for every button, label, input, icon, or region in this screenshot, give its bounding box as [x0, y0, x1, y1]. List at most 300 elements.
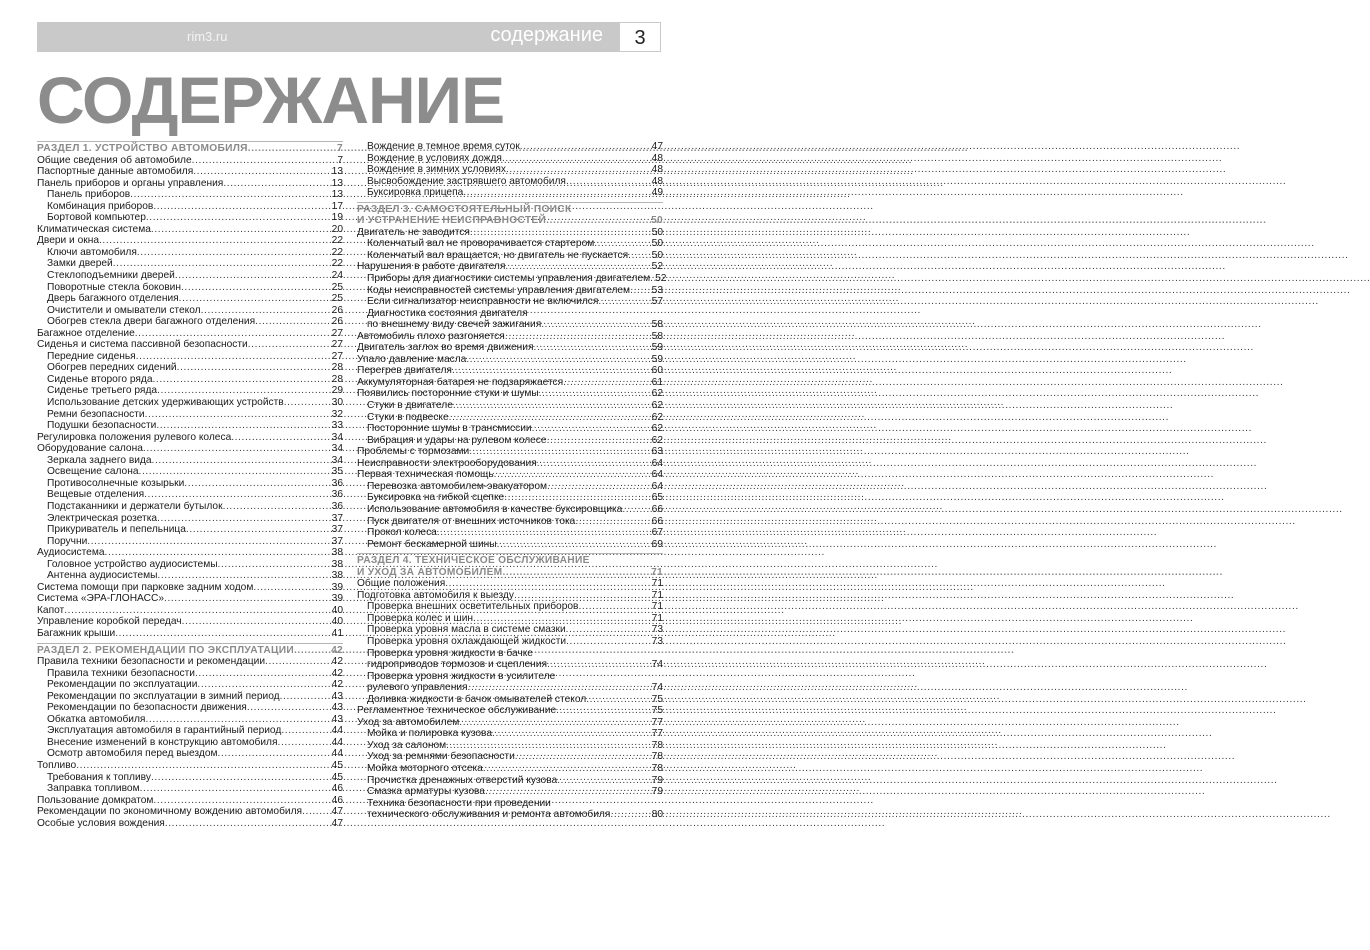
- toc-entry-title: рулевого управления: [367, 682, 468, 694]
- toc-subentry: [357, 775, 663, 787]
- dot-leader: [140, 783, 331, 795]
- toc-entry-title: Двигатель заглох во время движения: [357, 342, 534, 354]
- toc-subentry: [37, 212, 343, 224]
- toc-section-heading: [357, 553, 663, 567]
- toc-subentry: [357, 671, 663, 683]
- toc-subentry: [37, 725, 343, 737]
- toc-subentry: [37, 247, 343, 259]
- toc-subentry: [357, 250, 663, 262]
- toc-entry: [37, 760, 343, 772]
- toc-page-number: 22: [331, 258, 343, 270]
- toc-page-number: 59: [651, 342, 663, 354]
- toc-page-number: 62: [651, 388, 663, 400]
- dot-leader: [515, 751, 651, 763]
- toc-page-number: 27: [331, 327, 343, 339]
- toc-subentry: [37, 258, 343, 270]
- toc-page-number: 42: [331, 644, 343, 656]
- toc-entry-title: Осмотр автомобиля перед выездом: [47, 748, 218, 760]
- toc-subentry: [37, 668, 343, 680]
- toc-entry-title: Сиденья и система пассивной безопасности: [37, 339, 248, 351]
- toc-section-heading: [37, 643, 343, 657]
- dot-leader: [469, 446, 650, 458]
- toc-subentry: [37, 478, 343, 490]
- toc-entry: [37, 605, 343, 617]
- toc-entry-title: Нарушения в работе двигателя: [357, 261, 506, 273]
- dot-leader: [156, 420, 330, 432]
- toc-subentry: [37, 691, 343, 703]
- toc-subentry: [37, 489, 343, 501]
- toc-page-number: 43: [331, 713, 343, 725]
- toc-entry-title: Заправка топливом: [47, 783, 140, 795]
- toc-entry-title: Диагностика состояния двигателя: [367, 307, 528, 319]
- toc-page-number: 26: [331, 316, 343, 328]
- toc-subentry: [357, 601, 663, 613]
- dot-leader: [265, 656, 331, 668]
- toc-page-number: 62: [651, 411, 663, 423]
- dot-leader: [505, 331, 651, 343]
- toc-entry-title: Дверь багажного отделения: [47, 293, 179, 305]
- toc-entry-title: Багажное отделение: [37, 327, 135, 339]
- toc-subentry: [357, 694, 663, 706]
- toc-subentry: [357, 308, 663, 320]
- toc-page-number: 36: [331, 489, 343, 501]
- toc-entry-title: Передние сиденья: [47, 350, 136, 362]
- toc-entry-title: Прикуриватель и пепельница: [47, 524, 186, 536]
- toc-subentry: [357, 516, 663, 528]
- toc-page-number: 73: [651, 635, 663, 647]
- toc-entry-title: Аккумуляторная батарея не подзаряжается: [357, 376, 564, 388]
- toc-page-number: 48: [651, 175, 663, 187]
- toc-subentry: [357, 648, 663, 660]
- dot-leader: [473, 613, 651, 625]
- dot-leader: [165, 818, 331, 830]
- dot-leader: [253, 582, 330, 594]
- toc-entry-title: Аудиосистема: [37, 547, 105, 559]
- toc-entry-title: Коды неисправностей системы управления двигателем: [367, 284, 631, 296]
- toc-page-number: 40: [331, 604, 343, 616]
- toc-entry-title: Система помощи при парковке задним ходом: [37, 581, 254, 593]
- toc-page-number: 13: [331, 166, 343, 178]
- toc-page-number: 33: [331, 420, 343, 432]
- toc-entry-title: Буксировка на гибкой сцепке: [367, 492, 505, 504]
- toc-page-number: 42: [331, 667, 343, 679]
- toc-entry-title: Подготовка автомобиля к выезду: [357, 589, 514, 601]
- toc-entry: [357, 365, 663, 377]
- dot-leader: [139, 466, 331, 478]
- dot-leader: [483, 763, 651, 775]
- toc-entry-title: Головное устройство аудиосистемы: [47, 558, 218, 570]
- dot-leader: [586, 694, 650, 706]
- toc-page-number: 41: [331, 627, 343, 639]
- toc-page-number: 71: [651, 578, 663, 590]
- dot-leader: [628, 250, 650, 262]
- toc-entry-title: Поворотные стекла боковин: [47, 281, 181, 293]
- toc-page-number: 30: [331, 397, 343, 409]
- toc-subentry: [37, 420, 343, 432]
- toc-page-number: 73: [651, 624, 663, 636]
- dot-leader: [145, 409, 331, 421]
- dot-leader: [630, 285, 651, 297]
- toc-entry-title: Мойка и полировка кузова: [367, 728, 493, 740]
- toc-entry-title: Общие сведения об автомобиле: [37, 154, 192, 166]
- toc-page-number: 26: [331, 304, 343, 316]
- dot-leader: [105, 547, 331, 559]
- toc-entry: [37, 656, 343, 668]
- toc-subentry: [37, 702, 343, 714]
- dot-leader: [192, 155, 337, 167]
- toc-page-number: 46: [331, 794, 343, 806]
- dot-leader: [153, 795, 330, 807]
- toc-entry: [37, 155, 343, 167]
- toc-entry-title: Бортовой компьютер: [47, 212, 146, 224]
- toc-page-number: 66: [651, 503, 663, 515]
- toc-page-number: 58: [651, 319, 663, 331]
- toc-entry-title: Регламентное техническое обслуживание: [357, 705, 557, 717]
- toc-subentry: [37, 201, 343, 213]
- toc-entry-title: Обогрев передних сидений: [47, 362, 177, 374]
- dot-leader: [284, 397, 331, 409]
- dot-leader: [492, 728, 651, 740]
- toc-page-number: 69: [651, 538, 663, 550]
- toc-entry-title: Управление коробкой передач: [37, 616, 182, 628]
- toc-entry: [357, 705, 663, 717]
- toc-page-number: 71: [651, 601, 663, 613]
- toc-subentry: [357, 492, 663, 504]
- dot-leader: [157, 570, 330, 582]
- toc-entry-title: Двери и окна: [37, 235, 99, 247]
- dot-leader: [539, 388, 651, 400]
- dot-leader: [143, 443, 331, 455]
- dot-leader: [157, 385, 331, 397]
- dot-leader: [563, 377, 651, 389]
- toc-entry-title: Уход за салоном: [367, 739, 447, 751]
- toc-entry-title: Вождение в темное время суток: [367, 141, 520, 152]
- dot-leader: [485, 786, 651, 798]
- toc-entry-title: Обогрев стекла двери багажного отделения: [47, 316, 256, 328]
- toc-subentry: [37, 772, 343, 784]
- toc-entry-title: Ремни безопасности: [47, 408, 145, 420]
- toc-entry-title: Если сигнализатор неисправности не включился: [367, 296, 599, 308]
- toc-entry: [357, 469, 663, 481]
- toc-page-number: 38: [331, 570, 343, 582]
- toc-entry-title: Уход за автомобилем: [357, 716, 460, 728]
- toc-page-number: 44: [331, 725, 343, 737]
- toc-subentry: [357, 504, 663, 516]
- toc-entry-title: Обкатка автомобиля: [47, 713, 146, 725]
- toc-subentry: [357, 809, 663, 821]
- toc-entry-title: Проверка уровня масла в системе смазки: [367, 624, 566, 636]
- toc-subentry: [37, 351, 343, 363]
- toc-entry: [357, 261, 663, 273]
- toc-subentry: [357, 164, 663, 176]
- toc-entry: [37, 328, 343, 340]
- toc-subentry: [37, 570, 343, 582]
- dot-leader: [537, 458, 651, 470]
- toc-subentry: [357, 659, 663, 671]
- toc-subentry: [37, 293, 343, 305]
- toc-entry: [357, 590, 663, 602]
- toc-page-number: 27: [331, 339, 343, 351]
- toc-entry-title: Проверка колес и шин: [367, 612, 474, 624]
- toc-subentry: [357, 141, 663, 153]
- toc-subentry: [357, 751, 663, 763]
- toc-entry-title: Особые условия вождения: [37, 817, 165, 829]
- dot-leader: [151, 224, 331, 236]
- toc-page-number: 48: [651, 152, 663, 164]
- dot-leader: [514, 590, 651, 602]
- toc-page-number: 57: [651, 296, 663, 308]
- toc-page-number: 71: [651, 589, 663, 601]
- dot-leader: [470, 227, 651, 239]
- toc-entry-title: РАЗДЕЛ 4. ТЕХНИЧЕСКОЕ ОБСЛУЖИВАНИЕ: [357, 555, 590, 567]
- toc-page-number: 37: [331, 512, 343, 524]
- dot-leader: [201, 305, 331, 317]
- toc-entry-title: Противосолнечные козырьки: [47, 477, 185, 489]
- dot-leader: [610, 809, 650, 821]
- toc-entry-title: Использование детских удерживающих устройств: [47, 397, 284, 409]
- page-title: СОДЕРЖАНИЕ: [37, 63, 505, 137]
- toc-entry-title: Подушки безопасности: [47, 420, 157, 432]
- toc-entry: [37, 224, 343, 236]
- toc-entry-title: И УХОД ЗА АВТОМОБИЛЕМ: [357, 566, 503, 578]
- toc-page-number: 52: [651, 261, 663, 273]
- toc-entry-title: по внешнему виду свечей зажигания: [367, 319, 542, 331]
- toc-page-number: 17: [331, 200, 343, 212]
- dot-leader: [294, 645, 330, 657]
- dot-leader: [466, 354, 650, 366]
- toc-entry-title: Вещевые отделения: [47, 489, 145, 501]
- toc-page-number: 27: [331, 350, 343, 362]
- toc-page-number: 34: [331, 454, 343, 466]
- dot-leader: [218, 748, 331, 760]
- toc-page-number: 47: [651, 141, 663, 152]
- toc-page-number: 20: [331, 223, 343, 235]
- toc-subentry: [37, 409, 343, 421]
- toc-page-number: 50: [651, 215, 663, 227]
- toc-page-number: 28: [331, 373, 343, 385]
- dot-leader: [182, 616, 331, 628]
- toc-entry-title: Стуки в двигателе: [367, 400, 453, 412]
- toc-column-right: [357, 141, 667, 821]
- dot-leader: [186, 524, 331, 536]
- dot-leader: [532, 423, 651, 435]
- dot-leader: [195, 668, 331, 680]
- dot-leader: [248, 339, 331, 351]
- dot-leader: [152, 455, 331, 467]
- toc-subentry: [357, 682, 663, 694]
- toc-subentry: [357, 613, 663, 625]
- toc-page-number: 36: [331, 477, 343, 489]
- toc-entry-title: Коленчатый вал не проворачивается стартером: [367, 238, 595, 250]
- toc-page-number: 7: [337, 143, 343, 154]
- dot-leader: [453, 400, 651, 412]
- toc-entry-title: Перевозка автомобилем-эвакуатором: [367, 480, 547, 492]
- page-number: 3: [619, 22, 661, 52]
- toc-subentry: [357, 400, 663, 412]
- toc-subentry: [357, 728, 663, 740]
- toc-entry: [37, 235, 343, 247]
- toc-subentry: [357, 740, 663, 752]
- toc-entry-title: Климатическая система: [37, 223, 151, 235]
- toc-entry: [357, 578, 663, 590]
- toc-entry-title: Зеркала заднего вида: [47, 454, 152, 466]
- dot-leader: [177, 362, 331, 374]
- toc-page-number: 19: [331, 212, 343, 224]
- toc-entry-title: Правила техники безопасности и рекомендации: [37, 656, 266, 668]
- dot-leader: [87, 536, 330, 548]
- toc-entry-title: Панель приборов и органы управления: [37, 177, 224, 189]
- toc-entry-title: И УСТРАНЕНИЕ НЕИСПРАВНОСТЕЙ: [357, 215, 547, 227]
- dot-leader: [231, 432, 330, 444]
- toc-page-number: 62: [651, 434, 663, 446]
- dot-leader: [278, 737, 331, 749]
- toc-entry-title: гидроприводов тормозов и сцепления: [367, 659, 548, 671]
- toc-entry-title: РАЗДЕЛ 1. УСТРОЙСТВО АВТОМОБИЛЯ: [37, 143, 248, 154]
- dot-leader: [502, 567, 650, 579]
- toc-page-number: 13: [331, 177, 343, 189]
- toc-entry-title: Освещение салона: [47, 466, 139, 478]
- toc-page-number: 64: [651, 480, 663, 492]
- toc-page-number: 40: [331, 616, 343, 628]
- toc-entry: [37, 593, 343, 605]
- dot-leader: [463, 187, 650, 199]
- dot-leader: [566, 624, 651, 636]
- toc-entry: [37, 628, 343, 640]
- dot-leader: [497, 539, 651, 551]
- toc-page-number: 52: [655, 273, 667, 285]
- toc-entry-title: Мойка моторного отсека: [367, 762, 483, 774]
- toc-page-number: 78: [651, 751, 663, 763]
- toc-page-number: 38: [331, 547, 343, 559]
- toc-page-number: 13: [331, 189, 343, 201]
- toc-subentry: [37, 783, 343, 795]
- toc-entry-title: Рекомендации по безопасности движения: [47, 702, 247, 714]
- toc-entry: [357, 377, 663, 389]
- toc-page-number: 49: [651, 187, 663, 199]
- toc-subentry: [37, 524, 343, 536]
- dot-leader: [445, 578, 650, 590]
- header-section-label: содержание: [490, 24, 603, 46]
- toc-entry-title: Проверка внешних осветительных приборов: [367, 601, 579, 613]
- toc-subentry: [37, 679, 343, 691]
- toc-page-number: 34: [331, 443, 343, 455]
- toc-page-number: 45: [331, 759, 343, 771]
- dot-leader: [153, 201, 330, 213]
- toc-page-number: 22: [331, 235, 343, 247]
- dot-leader: [218, 559, 331, 571]
- dot-leader: [99, 235, 331, 247]
- toc-entry: [357, 331, 663, 343]
- toc-entry: [37, 806, 343, 818]
- toc-subentry: [37, 536, 343, 548]
- toc-entry-title: Электрическая розетка: [47, 512, 158, 524]
- toc-page-number: 42: [331, 679, 343, 691]
- toc-entry: [357, 388, 663, 400]
- toc-entry-title: Ключи автомобиля: [47, 246, 137, 258]
- toc-subentry: [357, 798, 663, 810]
- dot-leader: [181, 282, 331, 294]
- toc-entry-title: Автомобиль плохо разгоняется: [357, 330, 505, 342]
- toc-subentry: [357, 238, 663, 250]
- toc-subentry: [37, 748, 343, 760]
- toc-page-number: 65: [651, 492, 663, 504]
- toc-page-number: 59: [651, 353, 663, 365]
- toc-entry-title: Требования к топливу: [47, 771, 151, 783]
- dot-leader: [520, 141, 651, 153]
- toc-page-number: 75: [651, 705, 663, 717]
- toc-entry-title: Посторонние шумы в трансмиссии: [367, 423, 532, 435]
- toc-entry-title: технического обслуживания и ремонта автомобиля: [367, 809, 611, 821]
- toc-entry-title: Рекомендации по эксплуатации в зимний период: [47, 690, 280, 702]
- toc-page-number: 67: [651, 527, 663, 539]
- toc-page-number: 50: [651, 238, 663, 250]
- toc-page-number: 64: [651, 469, 663, 481]
- toc-page-number: 80: [651, 809, 663, 821]
- dot-leader: [556, 705, 651, 717]
- toc-entry-title: Прокол колеса: [367, 527, 437, 539]
- toc-entry-title: Комбинация приборов: [47, 200, 154, 212]
- toc-subentry: [357, 539, 663, 551]
- dot-leader: [193, 166, 330, 178]
- dot-leader: [494, 469, 651, 481]
- dot-leader: [164, 593, 331, 605]
- toc-entry-title: Панель приборов: [47, 189, 131, 201]
- toc-entry-title: Замки дверей: [47, 258, 113, 270]
- dot-leader: [459, 717, 650, 729]
- dot-leader: [546, 215, 650, 227]
- toc-page-number: 37: [331, 535, 343, 547]
- toc-subentry: [37, 305, 343, 317]
- dot-leader: [446, 740, 651, 752]
- toc-entry: [357, 446, 663, 458]
- dot-leader: [534, 342, 651, 354]
- toc-page-number: 24: [331, 270, 343, 282]
- dot-leader: [145, 714, 330, 726]
- toc-entry-title: Прочистка дренажных отверстий кузова: [367, 774, 558, 786]
- toc-entry: [37, 582, 343, 594]
- dot-leader: [157, 513, 331, 525]
- toc-entry: [37, 432, 343, 444]
- dot-leader: [468, 682, 651, 694]
- toc-page-number: 47: [331, 817, 343, 829]
- dot-leader: [175, 270, 331, 282]
- toc-entry-title: Вождение в условиях дождя: [367, 152, 502, 164]
- dot-leader: [452, 365, 651, 377]
- site-url: rim3.ru: [187, 29, 228, 44]
- toc-page-number: 61: [651, 376, 663, 388]
- toc-entry-title: Рекомендации по экономичному вождению автомобиля: [37, 806, 303, 818]
- toc-page-number: 44: [331, 748, 343, 760]
- dot-leader: [64, 605, 330, 617]
- toc-subentry: [357, 285, 663, 297]
- toc-subentry: [37, 362, 343, 374]
- toc-subentry: [357, 527, 663, 539]
- toc-page-number: 46: [331, 783, 343, 795]
- toc-entry: [37, 818, 343, 830]
- dot-leader: [136, 351, 331, 363]
- toc-page-number: 62: [651, 400, 663, 412]
- toc-entry-title: Появились посторонние стуки и шумы: [357, 388, 539, 400]
- toc-page-number: 39: [331, 581, 343, 593]
- dot-leader: [547, 435, 651, 447]
- toc-page-number: 77: [651, 716, 663, 728]
- toc-page-number: 79: [651, 774, 663, 786]
- toc-entry-title: Подстаканники и держатели бутылок: [47, 500, 223, 512]
- toc-page-number: 78: [651, 762, 663, 774]
- toc-entry-title: Техника безопасности при проведении: [367, 797, 551, 809]
- toc-entry-title: Упало давление масла: [357, 353, 467, 365]
- toc-page-number: 44: [331, 736, 343, 748]
